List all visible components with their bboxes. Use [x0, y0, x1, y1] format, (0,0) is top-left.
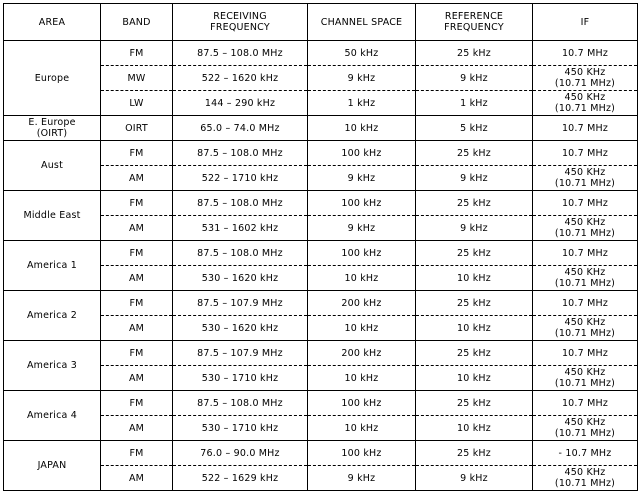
if-cell-line: 450 KHz [564, 317, 606, 328]
reference-frequency-cell: 10 kHz [416, 266, 533, 291]
table-row [4, 341, 638, 366]
if-cell-line: (10.71 MHz) [554, 378, 616, 389]
if-cell-line: (10.71 MHz) [554, 78, 616, 89]
table-row [4, 191, 638, 216]
reference-frequency-cell: 1 kHz [416, 91, 533, 116]
band-cell: FM [101, 191, 173, 216]
channel-space-cell: 50 kHz [308, 41, 416, 66]
band-cell: FM [101, 341, 173, 366]
if-cell-line: 10.7 MHz [561, 147, 609, 159]
receiving-frequency-cell: 522 – 1710 kHz [173, 166, 308, 191]
channel-space-cell: 100 kHz [308, 241, 416, 266]
channel-space-cell: 10 kHz [308, 266, 416, 291]
channel-space-cell: 200 kHz [308, 341, 416, 366]
if-cell-line: 450 KHz [564, 467, 606, 478]
table-row [4, 291, 638, 316]
if-cell [533, 366, 638, 391]
area-cell [4, 191, 101, 241]
band-cell: FM [101, 141, 173, 166]
table-header-row [4, 4, 638, 41]
channel-space-cell: 100 kHz [308, 191, 416, 216]
reference-frequency-cell: 25 kHz [416, 141, 533, 166]
area-cell [4, 341, 101, 391]
channel-space-cell: 9 kHz [308, 466, 416, 491]
header-band: BAND [101, 4, 173, 41]
table-row [4, 141, 638, 166]
if-cell-line: (10.71 MHz) [554, 178, 616, 189]
receiving-frequency-cell: 76.0 – 90.0 MHz [173, 441, 308, 466]
if-cell-line: 10.7 MHz [561, 247, 609, 259]
area-cell [4, 41, 101, 116]
band-cell: AM [101, 216, 173, 241]
receiving-frequency-cell: 87.5 – 108.0 MHz [173, 241, 308, 266]
area-cell-line: E. Europe [28, 117, 76, 128]
table-row [4, 116, 638, 141]
area-cell-line: America 4 [26, 410, 78, 421]
if-cell-line: (10.71 MHz) [554, 328, 616, 339]
if-cell-line: 10.7 MHz [561, 47, 609, 59]
if-cell-line: 450 KHz [564, 367, 606, 378]
area-cell-line: America 1 [26, 260, 78, 271]
if-cell-line: 450 KHz [564, 92, 606, 103]
area-cell-line: JAPAN [37, 460, 67, 471]
area-cell-line: America 2 [26, 310, 78, 321]
reference-frequency-cell: 25 kHz [416, 191, 533, 216]
channel-space-cell: 10 kHz [308, 316, 416, 341]
band-cell: AM [101, 366, 173, 391]
if-cell-line: 450 KHz [564, 67, 606, 78]
table-row [4, 241, 638, 266]
if-cell [533, 166, 638, 191]
if-cell-line: 450 KHz [564, 167, 606, 178]
if-cell-line: - 10.7 MHz [558, 447, 612, 459]
if-cell [533, 241, 638, 266]
table-row [4, 41, 638, 66]
band-cell: FM [101, 241, 173, 266]
reference-frequency-cell: 25 kHz [416, 291, 533, 316]
area-cell [4, 141, 101, 191]
if-cell [533, 216, 638, 241]
header-reference-frequency [416, 4, 533, 41]
band-cell: OIRT [101, 116, 173, 141]
band-cell: FM [101, 41, 173, 66]
reference-frequency-cell: 9 kHz [416, 466, 533, 491]
header-receiving-frequency [173, 4, 308, 41]
receiving-frequency-cell: 530 – 1710 kHz [173, 416, 308, 441]
if-cell-line: (10.71 MHz) [554, 103, 616, 114]
area-cell [4, 391, 101, 441]
channel-space-cell: 100 kHz [308, 441, 416, 466]
reference-frequency-cell: 25 kHz [416, 241, 533, 266]
receiving-frequency-cell: 530 – 1710 kHz [173, 366, 308, 391]
reference-frequency-cell: 25 kHz [416, 391, 533, 416]
if-cell [533, 416, 638, 441]
reference-frequency-cell: 9 kHz [416, 66, 533, 91]
band-cell: MW [101, 66, 173, 91]
if-cell [533, 66, 638, 91]
table-body [4, 41, 638, 491]
area-cell [4, 441, 101, 491]
channel-space-cell: 100 kHz [308, 391, 416, 416]
area-cell-line: Europe [34, 72, 70, 84]
area-cell-line: Aust [41, 160, 63, 171]
header-area: AREA [4, 4, 101, 41]
receiving-frequency-cell: 87.5 – 108.0 MHz [173, 41, 308, 66]
receiving-frequency-cell: 522 – 1620 kHz [173, 66, 308, 91]
table-row [4, 391, 638, 416]
if-cell [533, 116, 638, 141]
if-cell-line: 450 KHz [564, 267, 606, 278]
reference-frequency-cell: 25 kHz [416, 41, 533, 66]
receiving-frequency-cell: 87.5 – 107.9 MHz [173, 341, 308, 366]
receiving-frequency-cell: 87.5 – 108.0 MHz [173, 391, 308, 416]
receiving-frequency-cell: 87.5 – 108.0 MHz [173, 191, 308, 216]
band-cell: FM [101, 441, 173, 466]
reference-frequency-cell: 10 kHz [416, 416, 533, 441]
area-cell [4, 116, 101, 141]
frequency-spec-table [3, 3, 638, 491]
if-cell [533, 441, 638, 466]
header-receiving-line2: FREQUENCY [210, 22, 270, 33]
table-row [4, 441, 638, 466]
channel-space-cell: 10 kHz [308, 416, 416, 441]
if-cell [533, 266, 638, 291]
channel-space-cell: 9 kHz [308, 216, 416, 241]
if-cell [533, 291, 638, 316]
receiving-frequency-cell: 87.5 – 108.0 MHz [173, 141, 308, 166]
band-cell: AM [101, 166, 173, 191]
band-cell: FM [101, 291, 173, 316]
receiving-frequency-cell: 65.0 – 74.0 MHz [173, 116, 308, 141]
header-receiving-line1: RECEIVING [213, 11, 267, 22]
if-cell-line: (10.71 MHz) [554, 228, 616, 239]
receiving-frequency-cell: 531 – 1602 kHz [173, 216, 308, 241]
channel-space-cell: 1 kHz [308, 91, 416, 116]
receiving-frequency-cell: 522 – 1629 kHz [173, 466, 308, 491]
if-cell [533, 466, 638, 491]
reference-frequency-cell: 25 kHz [416, 441, 533, 466]
area-cell-line: (OIRT) [36, 128, 68, 139]
header-channel-space: CHANNEL SPACE [308, 4, 416, 41]
if-cell-line: 10.7 MHz [561, 397, 609, 409]
if-cell [533, 91, 638, 116]
if-cell [533, 141, 638, 166]
band-cell: AM [101, 316, 173, 341]
receiving-frequency-cell: 530 – 1620 kHz [173, 316, 308, 341]
channel-space-cell: 200 kHz [308, 291, 416, 316]
band-cell: AM [101, 416, 173, 441]
channel-space-cell: 9 kHz [308, 166, 416, 191]
reference-frequency-cell: 9 kHz [416, 216, 533, 241]
receiving-frequency-cell: 144 – 290 kHz [173, 91, 308, 116]
channel-space-cell: 100 kHz [308, 141, 416, 166]
if-cell [533, 316, 638, 341]
channel-space-cell: 10 kHz [308, 366, 416, 391]
band-cell: LW [101, 91, 173, 116]
if-cell [533, 391, 638, 416]
if-cell [533, 191, 638, 216]
channel-space-cell: 9 kHz [308, 66, 416, 91]
if-cell-line: 10.7 MHz [561, 297, 609, 309]
reference-frequency-cell: 5 kHz [416, 116, 533, 141]
band-cell: AM [101, 466, 173, 491]
reference-frequency-cell: 10 kHz [416, 366, 533, 391]
band-cell: AM [101, 266, 173, 291]
area-cell-line: Middle East [23, 210, 81, 221]
if-cell-line: 10.7 MHz [561, 122, 609, 134]
if-cell [533, 341, 638, 366]
if-cell-line: 450 KHz [564, 417, 606, 428]
header-if: IF [533, 4, 638, 41]
area-cell [4, 241, 101, 291]
receiving-frequency-cell: 530 – 1620 kHz [173, 266, 308, 291]
if-cell-line: (10.71 MHz) [554, 478, 616, 489]
receiving-frequency-cell: 87.5 – 107.9 MHz [173, 291, 308, 316]
area-cell [4, 291, 101, 341]
if-cell-line: 10.7 MHz [561, 347, 609, 359]
reference-frequency-cell: 25 kHz [416, 341, 533, 366]
reference-frequency-cell: 10 kHz [416, 316, 533, 341]
header-reference-line2: FREQUENCY [444, 22, 504, 33]
if-cell-line: 10.7 MHz [561, 197, 609, 209]
area-cell-line: America 3 [26, 360, 78, 371]
if-cell-line: 450 KHz [564, 217, 606, 228]
header-reference-line1: REFERENCE [444, 11, 504, 22]
band-cell: FM [101, 391, 173, 416]
channel-space-cell: 10 kHz [308, 116, 416, 141]
if-cell-line: (10.71 MHz) [554, 428, 616, 439]
if-cell-line: (10.71 MHz) [554, 278, 616, 289]
if-cell [533, 41, 638, 66]
reference-frequency-cell: 9 kHz [416, 166, 533, 191]
